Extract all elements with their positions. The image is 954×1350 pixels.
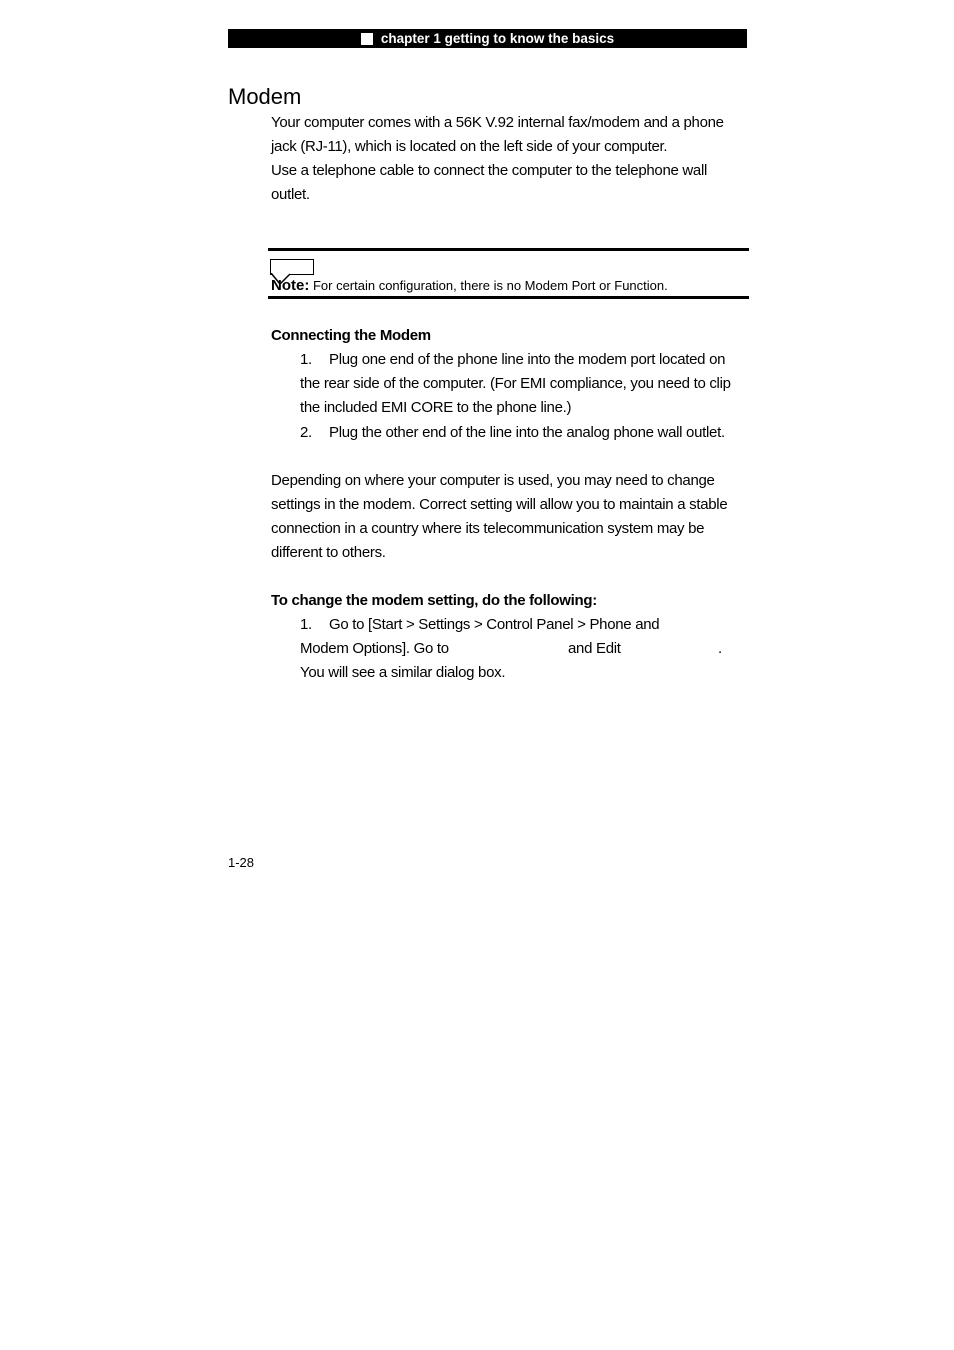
note-top-rule: [268, 248, 749, 251]
section-title: Modem: [228, 84, 302, 109]
note-label: Note:: [271, 277, 310, 294]
intro-line: outlet.: [271, 186, 310, 203]
note-bottom-rule: [268, 296, 749, 299]
chapter-header: [228, 29, 747, 48]
connecting-title: Connecting the Modem: [271, 327, 431, 344]
settings-paragraph: [271, 469, 751, 565]
paragraph-line: different to others.: [271, 544, 386, 561]
list-text: Go to [Start > Settings > Control Panel > Phone and: [329, 616, 660, 633]
page-number: 1-28: [228, 855, 255, 870]
list-text: the rear side of the computer. (For EMI compliance, you need to clip: [300, 375, 731, 392]
square-icon: [361, 33, 373, 45]
change-title: To change the modem setting, do the following:: [271, 592, 597, 609]
chapter-title: chapter 1 getting to know the basics: [380, 31, 615, 46]
paragraph-line: settings in the modem. Correct setting will allow you to maintain a stable: [271, 496, 728, 513]
list-number: 1.: [300, 351, 312, 368]
list-text: Plug one end of the phone line into the modem port located on: [329, 351, 726, 368]
paragraph-line: connection in a country where its telecommunication system may be: [271, 520, 705, 537]
list-item: [300, 613, 752, 685]
intro-line: Use a telephone cable to connect the computer to the telephone wall: [271, 162, 708, 179]
list-number: 1.: [300, 616, 312, 633]
list-number: 2.: [300, 424, 312, 441]
note: [271, 277, 668, 295]
paragraph-line: Depending on where your computer is used, you may need to change: [271, 472, 715, 489]
intro-line: jack (RJ-11), which is located on the left side of your computer.: [271, 138, 668, 155]
list-text: and Edit: [568, 640, 621, 657]
intro-paragraph: [271, 111, 751, 207]
list-text: the included EMI CORE to the phone line.): [300, 399, 572, 416]
list-text: Modem Options]. Go to: [300, 640, 449, 657]
list-text: You will see a similar dialog box.: [300, 664, 506, 681]
intro-line: Your computer comes with a 56K V.92 internal fax/modem and a phone: [271, 114, 724, 131]
list-text: Plug the other end of the line into the analog phone wall outlet.: [329, 424, 725, 441]
note-text: For certain configuration, there is no Modem Port or Function.: [312, 278, 668, 293]
list-item: [300, 348, 752, 420]
list-item: [300, 421, 752, 445]
list-text: .: [718, 640, 722, 657]
